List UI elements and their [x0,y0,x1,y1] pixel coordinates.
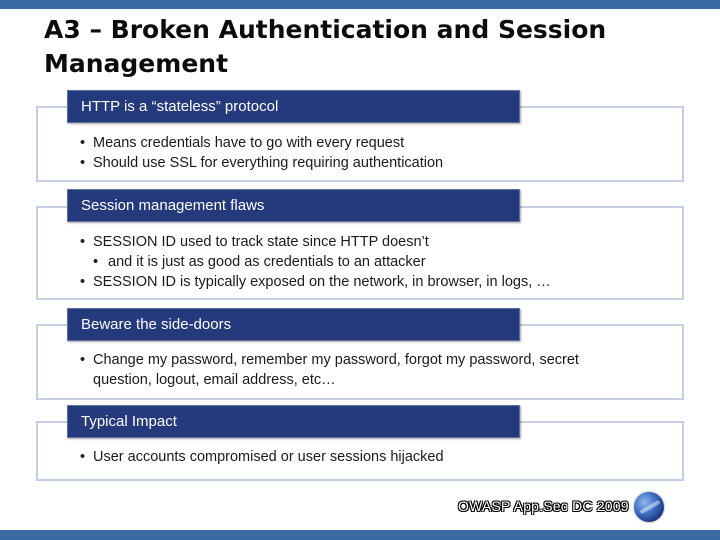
list-item: • Change my password, remember my password, forgot my password, secret [80,350,579,370]
top-accent-bar [0,0,720,9]
bullet-list [80,232,551,292]
list-item: question, logout, email address, etc… [93,372,336,388]
slide-title: A3 – Broken Authentication and Session Management [44,15,607,78]
bullet-list [80,133,443,173]
list-item: • SESSION ID is typically exposed on the network, in browser, in logs, … [80,272,551,292]
bottom-accent-bar [0,530,720,540]
list-item: • and it is just as good as credentials to an attacker [80,252,551,272]
list-item: • Should use SSL for everything requiring authentication [80,153,443,173]
list-item: • Means credentials have to go with every request [80,133,443,153]
list-item: • SESSION ID used to track state since HTTP doesn’t [80,232,551,252]
section-header: Beware the side-doors [67,308,520,341]
section-header: HTTP is a “stateless” protocol [67,90,520,123]
bullet-list [80,350,579,390]
globe-icon [634,492,664,522]
bullet-list [80,447,444,467]
section-header: Typical Impact [67,405,520,438]
footer-event-name: OWASP App.Sec DC 2009 [458,498,629,514]
list-item: • User accounts compromised or user sessions hijacked [80,447,444,467]
section-header: Session management flaws [67,189,520,222]
